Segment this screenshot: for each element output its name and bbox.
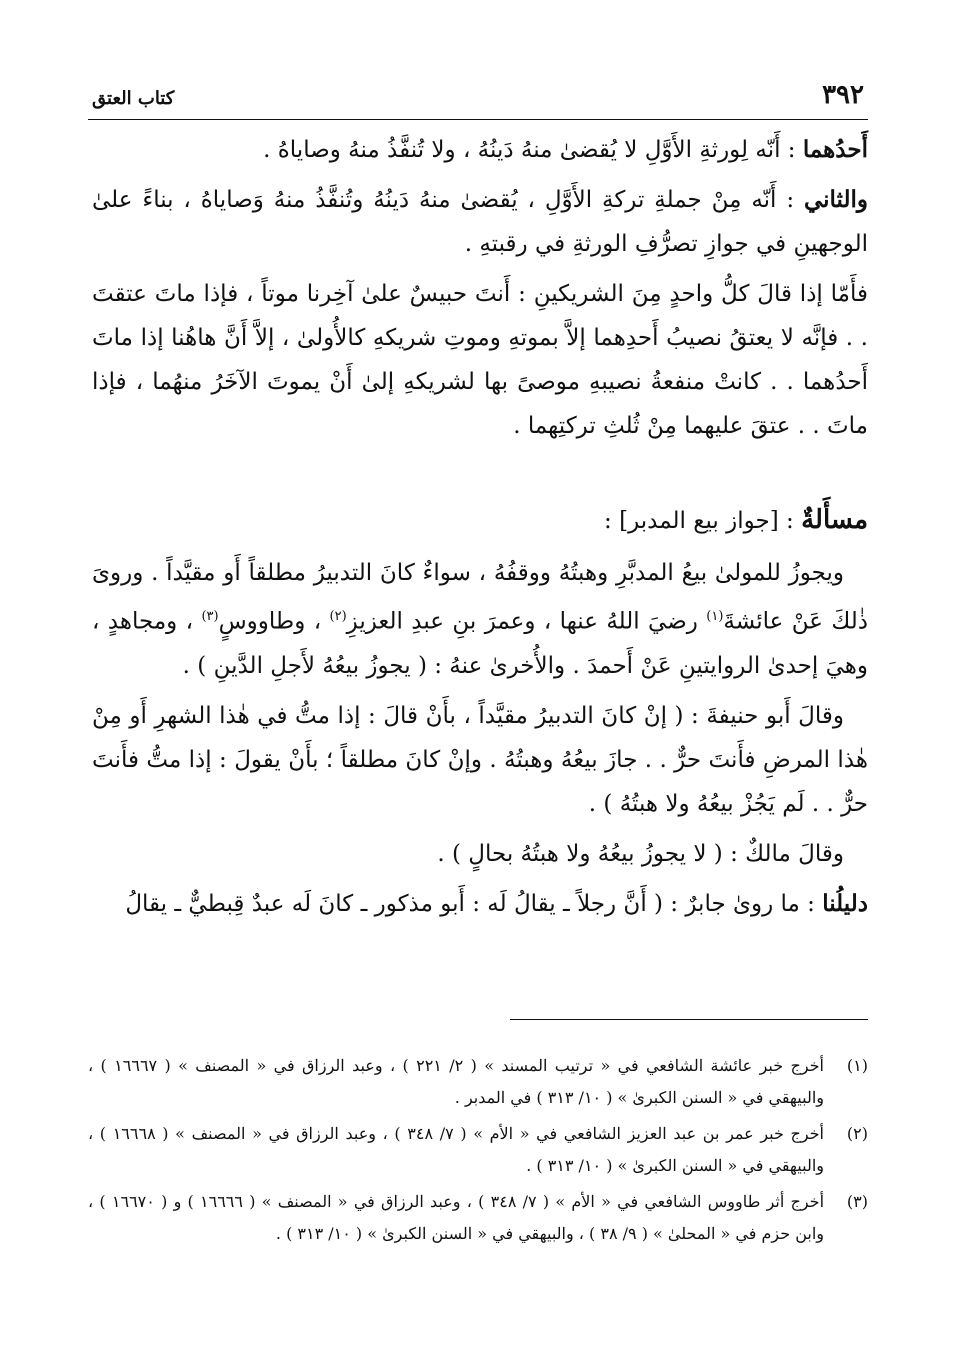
issue-heading (92, 498, 868, 543)
section-gap (92, 454, 868, 498)
main-text (92, 128, 868, 932)
paragraph-text: ، وطاووسٍ (218, 608, 330, 635)
paragraph-evidence (92, 882, 868, 926)
page-number: ٣٩٢ (822, 80, 864, 110)
footnote-ref[interactable]: (١) (706, 609, 724, 624)
footnote (88, 1118, 868, 1182)
issue-label: مسأَلةٌ (801, 505, 868, 535)
footnote-number: (١) (846, 1056, 868, 1075)
footnote-ref[interactable]: (٣) (201, 609, 219, 624)
footnote-text: أخرج خبر عائشة الشافعي في « ترتيب المسند » ( ٢/ ٢٢١ ) ، وعبد الرزاق في « المصنف » ( ١٦٦٦٧ ) ، والبيهقي في « السنن الكبرىٰ » ( ١٠/ ٣١٣ ) في المدبر . (88, 1056, 825, 1107)
paragraph-text: : ما روىٰ جابرٌ : ( أَنَّ رجلاً ـ يقالُ لَه : أَبو مذكور ـ كانَ لَه عبدٌ قِبطيٌّ ـ يقالُ (125, 890, 823, 917)
paragraph-text: وقالَ أَبو حنيفةَ : ( إنْ كانَ التدبيرُ مقيَّداً ، بأَنْ قالَ : إذا متُّ في هٰذا الشهرِ أَو مِنْ هٰذا المرضِ فأَنتَ حرٌّ . . جازَ بيعُهُ وهبتُهُ . وإنْ كانَ مطلقاً ؛ بأَنْ يقولَ : إذا متُّ فأَنتَ حرٌّ . . لَم يَجُزْ بيعُهُ ولا هبتُهُ ) . (92, 702, 868, 817)
footnote-text: أخرج أثر طاووس الشافعي في « الأم » ( ٧/ ٣٤٨ ) ، وعبد الرزاق في « المصنف » ( ١٦٦٦٦ ) و ( ١٦٦٧٠ ) ، وابن حزم في « المحلىٰ » ( ٩/ ٣٨ ) ، والبيهقي في « السنن الكبرىٰ » ( ١٠/ ٣١٣ ) . (88, 1192, 825, 1243)
paragraph-malik (92, 832, 868, 876)
paragraph-sale-permitted (92, 551, 868, 688)
footnote-number: (٢) (846, 1124, 868, 1143)
paragraph-lead: والثاني (803, 186, 868, 213)
footnote-number: (٣) (846, 1192, 868, 1211)
paragraph-second-view (92, 178, 868, 266)
paragraph-lead: دليلُنا (822, 889, 868, 917)
paragraph-text: ، ومجاهدٍ ، وهيَ إحدىٰ الروايتينِ عَنْ أَحمدَ . والأُخرىٰ عنهُ : ( يجوزُ بيعُهُ لأَجلِ الدَّينِ ) . (92, 608, 868, 679)
paragraph-two-partners (92, 272, 868, 448)
footnote-text: أخرج خبر عمر بن عبد العزيز الشافعي في « الأم » ( ٧/ ٣٤٨ ) ، وعبد الرزاق في « المصنف » ( ١٦٦٦٨ ) ، والبيهقي في « السنن الكبرىٰ » ( ١٠/ ٣١٣ ) . (88, 1124, 825, 1175)
paragraph-abu-hanifa (92, 694, 868, 826)
issue-title: : [جواز بيع المدبر] : (604, 508, 802, 534)
paragraph-text: ويجوزُ للمولىٰ بيعُ المدبَّرِ وهبتُهُ ووقفُهُ ، سواءٌ كانَ التدبيرُ مطلقاً أَو مقيَّداً . وروىَ ذٰلكَ عَنْ عائشةَ (92, 560, 868, 635)
footnote (88, 1050, 868, 1114)
paragraph-text: رضيَ اللهُ عنها ، وعمرَ بنِ عبدِ العزيزِ (346, 608, 707, 635)
paragraph-text: وقالَ مالكٌ : ( لا يجوزُ بيعُهُ ولا هبتُهُ بحالٍ ) . (437, 840, 844, 867)
paragraph-first-view (92, 128, 868, 172)
page-header (88, 82, 868, 120)
footnote (88, 1186, 868, 1250)
running-title: كتاب العتق (92, 88, 175, 109)
footnote-ref[interactable]: (٢) (329, 609, 347, 624)
paragraph-text: فأَمّا إذا قالَ كلُّ واحدٍ مِنَ الشريكينِ : أَنتَ حبيسٌ علىٰ آخِرنا موتاً ، فإذا ماتَ عتقتَ . . فإنَّه لا يعتقُ نصيبُ أَحدِهما إلاَّ بموتهِ وموتِ شريكهِ كالأُولىٰ ، إلاَّ أَنَّ هاهُنا إذا ماتَ أَحدُهما . . كانتْ منفعةُ نصيبهِ موصىً بها لشريكهِ إلىٰ أَنْ يموتَ الآخَرُ منهُما ، فإذا ماتَ . . عتقَ عليهما مِنْ ثُلثِ تركتِهما . (92, 281, 868, 439)
paragraph-lead: أَحدُهما (802, 136, 868, 163)
footnote-separator (510, 1019, 868, 1020)
footnotes (88, 1050, 868, 1254)
paragraph-text: : أَنّه لِورثةِ الأَوَّلِ لا يُقضىٰ منهُ دَينُهُ ، ولا تُنفَّذُ منهُ وصاياهُ . (263, 137, 803, 163)
paragraph-text: : أَنّه مِنْ جملةِ تركةِ الأَوَّلِ ، يُقضىٰ منهُ دَينُهُ وتُنفَّذُ منهُ وَصاياهُ ، بناءً علىٰ الوجهينِ في جوازِ تصرُّفِ الورثةِ في رقبتهِ . (92, 187, 868, 257)
